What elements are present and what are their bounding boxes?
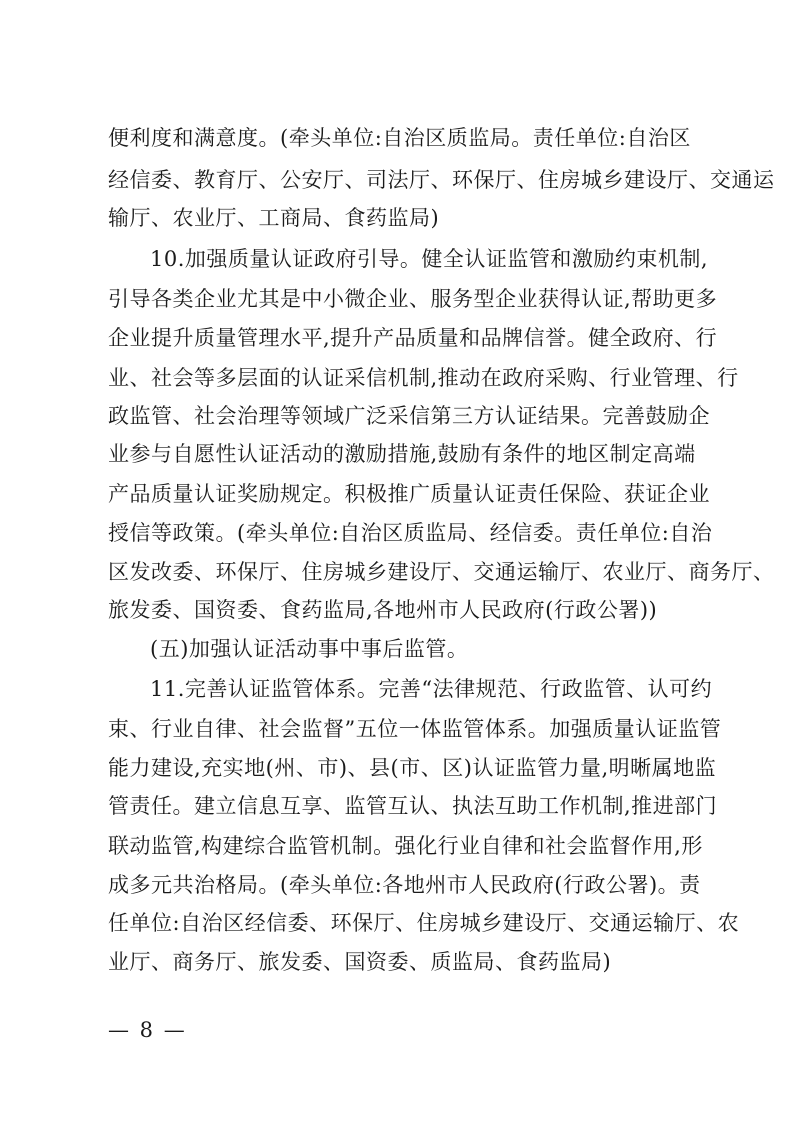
text-line: 旅发委、国资委、食药监局,各地州市人民政府(行政公署)) <box>108 598 658 622</box>
text-line: 引导各类企业尤其是中小微企业、服务型企业获得认证,帮助更多 <box>108 287 718 311</box>
text-line: 政监管、社会治理等领域广泛采信第三方认证结果。完善鼓励企 <box>108 404 710 428</box>
text-line: 业参与自愿性认证活动的激励措施,鼓励有条件的地区制定高端 <box>108 442 696 466</box>
text-line: 业、社会等多层面的认证采信机制,推动在政府采购、行业管理、行 <box>108 366 739 390</box>
text-line: 经信委、教育厅、公安厅、司法厅、环保厅、住房城乡建设厅、交通运 <box>108 168 775 192</box>
page-number: — 8 — <box>108 1018 187 1042</box>
text-line: 便利度和满意度。(牵头单位:自治区质监局。责任单位:自治区 <box>108 126 691 150</box>
text-line: 任单位:自治区经信委、环保厅、住房城乡建设厅、交通运输厅、农 <box>108 911 740 935</box>
text-line: 企业提升质量管理水平,提升产品质量和品牌信誉。健全政府、行 <box>108 326 718 350</box>
text-line: 授信等政策。(牵头单位:自治区质监局、经信委。责任单位:自治 <box>108 521 713 545</box>
text-line: 10.加强质量认证政府引导。健全认证监管和激励约束机制, <box>150 247 709 271</box>
text-line: 区发改委、环保厅、住房城乡建设厅、交通运输厅、农业厅、商务厅、 <box>108 560 775 584</box>
text-line: 能力建设,充实地(州、市)、县(市、区)认证监管力量,明晰属地监 <box>108 756 717 780</box>
text-line: 管责任。建立信息互享、监管互认、执法互助工作机制,推进部门 <box>108 794 718 818</box>
text-line: 成多元共治格局。(牵头单位:各地州市人民政府(行政公署)。责 <box>108 873 701 897</box>
section-heading: (五)加强认证活动事中事后监管。 <box>150 637 469 661</box>
text-line: 束、行业自律、社会监督”五位一体监管体系。加强质量认证监管 <box>108 717 722 741</box>
text-line: 11.完善认证监管体系。完善“法律规范、行政监管、认可约 <box>150 677 713 701</box>
text-line: 产品质量认证奖励规定。积极推广质量认证责任保险、获证企业 <box>108 482 710 506</box>
text-line: 联动监管,构建综合监管机制。强化行业自律和社会监督作用,形 <box>108 834 703 858</box>
text-line: 输厅、农业厅、工商局、食药监局) <box>108 206 440 230</box>
text-line: 业厅、商务厅、旅发委、国资委、质监局、食药监局) <box>108 950 612 974</box>
